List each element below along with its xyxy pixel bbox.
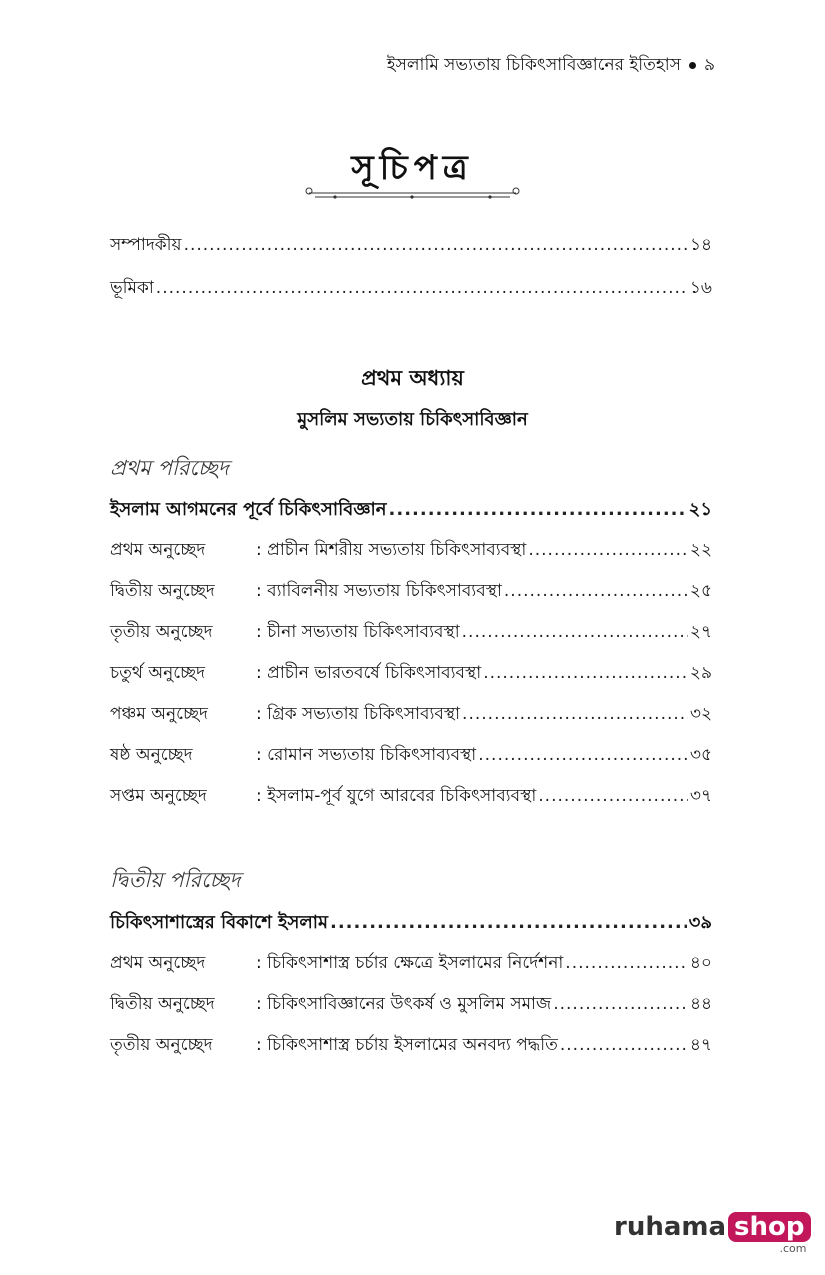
toc-entry-page: ১৪ — [689, 235, 712, 255]
toc-entry[interactable] — [110, 537, 712, 565]
bullet-dot-icon — [689, 62, 696, 69]
logo-badge: shop — [728, 1212, 810, 1242]
toc-entry-title: : রোমান সভ্যতায় চিকিৎসাব্যবস্থা — [256, 745, 477, 765]
page-number: ৯ — [703, 55, 715, 75]
toc-entry-title: চিকিৎসাশাস্ত্রের বিকাশে ইসলাম — [110, 912, 328, 933]
toc-entry-editorial[interactable] — [110, 232, 712, 260]
toc-entry-page: ৪০ — [689, 953, 712, 973]
chapter-label: প্রথম অধ্যায় — [361, 366, 464, 390]
toc-entry-title: ভূমিকা — [110, 278, 154, 298]
toc-entry-label: চতুর্থ অনুচ্ছেদ — [110, 663, 206, 683]
book-title: ইসলামি সভ্যতায় চিকিৎসাবিজ্ঞানের ইতিহাস — [386, 55, 681, 75]
toc-entry-title: : ইসলাম-পূর্ব যুগে আরবের চিকিৎসাব্যবস্থা — [256, 786, 537, 806]
toc-entry-page: ৩৭ — [689, 786, 712, 806]
toc-entry[interactable] — [110, 619, 712, 647]
toc-entry[interactable] — [110, 991, 712, 1019]
running-header — [387, 52, 715, 80]
ornament-divider-icon — [305, 186, 520, 206]
section-heading: প্রথম পরিচ্ছেদ — [110, 456, 229, 480]
page-title: সূচিপত্র — [351, 148, 474, 188]
toc-entry-title: : গ্রিক সভ্যতায় চিকিৎসাব্যবস্থা — [256, 704, 461, 724]
toc-entry-title: সম্পাদকীয় — [110, 235, 182, 255]
toc-entry-page: ৪৭ — [689, 1035, 712, 1055]
toc-entry-page: ২৯ — [689, 663, 712, 683]
toc-entry[interactable] — [110, 1032, 712, 1060]
dot-leader — [565, 953, 688, 973]
toc-entry-page: ৩৫ — [689, 745, 712, 765]
dot-leader — [483, 663, 688, 683]
toc-entry-page: ১৬ — [689, 278, 712, 298]
dot-leader — [156, 278, 688, 298]
toc-entry-label: দ্বিতীয় অনুচ্ছেদ — [110, 581, 215, 601]
toc-entry-title: : চিকিৎসাশাস্ত্র চর্চায় ইসলামের অনবদ্য পদ্ধতি — [256, 1035, 558, 1055]
toc-entry-label: সপ্তম অনুচ্ছেদ — [110, 786, 207, 806]
toc-entry-introduction[interactable] — [110, 275, 712, 303]
toc-entry[interactable] — [110, 578, 712, 606]
dot-leader — [528, 540, 688, 560]
toc-entry-title: : চীনা সভ্যতায় চিকিৎসাব্যবস্থা — [256, 622, 460, 642]
toc-entry-label: ষষ্ঠ অনুচ্ছেদ — [110, 745, 193, 765]
dot-leader — [462, 622, 688, 642]
toc-entry-page: ২৭ — [689, 622, 712, 642]
toc-entry-page: ৩৯ — [688, 912, 712, 933]
toc-entry-title: ইসলাম আগমনের পূর্বে চিকিৎসাবিজ্ঞান — [110, 499, 387, 520]
dot-leader — [462, 704, 688, 724]
toc-entry-title: : প্রাচীন ভারতবর্ষে চিকিৎসাব্যবস্থা — [256, 663, 482, 683]
dot-leader — [553, 994, 688, 1014]
section-heading: দ্বিতীয় পরিচ্ছেদ — [110, 868, 241, 892]
toc-entry-title: : চিকিৎসাশাস্ত্র চর্চার ক্ষেত্রে ইসলামের নির্দেশনা — [256, 953, 564, 973]
logo-text: ruhama — [614, 1212, 727, 1242]
toc-entry-label: প্রথম অনুচ্ছেদ — [110, 540, 206, 560]
dot-leader — [184, 235, 688, 255]
toc-entry-label: পঞ্চম অনুচ্ছেদ — [110, 704, 208, 724]
toc-entry-page: ৪৪ — [689, 994, 712, 1014]
ruhamashop-logo — [614, 1212, 811, 1255]
toc-entry-label: প্রথম অনুচ্ছেদ — [110, 953, 206, 973]
toc-entry-label: তৃতীয় অনুচ্ছেদ — [110, 622, 213, 642]
chapter-title: মুসলিম সভ্যতায় চিকিৎসাবিজ্ঞান — [297, 409, 528, 430]
toc-entry[interactable] — [110, 742, 712, 770]
toc-entry[interactable] — [110, 950, 712, 978]
toc-entry-label: দ্বিতীয় অনুচ্ছেদ — [110, 994, 215, 1014]
dot-leader — [478, 745, 688, 765]
toc-entry-page: ২২ — [689, 540, 712, 560]
toc-entry-page: ৩২ — [689, 704, 712, 724]
dot-leader — [504, 581, 688, 601]
dot-leader — [560, 1035, 688, 1055]
toc-entry-page: ২৫ — [689, 581, 712, 601]
toc-entry-label: তৃতীয় অনুচ্ছেদ — [110, 1035, 213, 1055]
toc-entry[interactable] — [110, 701, 712, 729]
logo-domain: .com — [779, 1242, 807, 1255]
toc-entry-title: : চিকিৎসাবিজ্ঞানের উৎকর্ষ ও মুসলিম সমাজ — [256, 994, 552, 1014]
dot-leader — [330, 912, 687, 933]
toc-section-main[interactable] — [110, 495, 712, 526]
toc-entry-page: ২১ — [688, 499, 712, 520]
toc-entry[interactable] — [110, 783, 712, 811]
toc-entry-title: : ব্যাবিলনীয় সভ্যতায় চিকিৎসাব্যবস্থা — [256, 581, 502, 601]
toc-section-main[interactable] — [110, 908, 712, 939]
dot-leader — [389, 499, 687, 520]
dot-leader — [538, 786, 688, 806]
toc-entry-title: : প্রাচীন মিশরীয় সভ্যতায় চিকিৎসাব্যবস্থা — [256, 540, 527, 560]
toc-entry[interactable] — [110, 660, 712, 688]
